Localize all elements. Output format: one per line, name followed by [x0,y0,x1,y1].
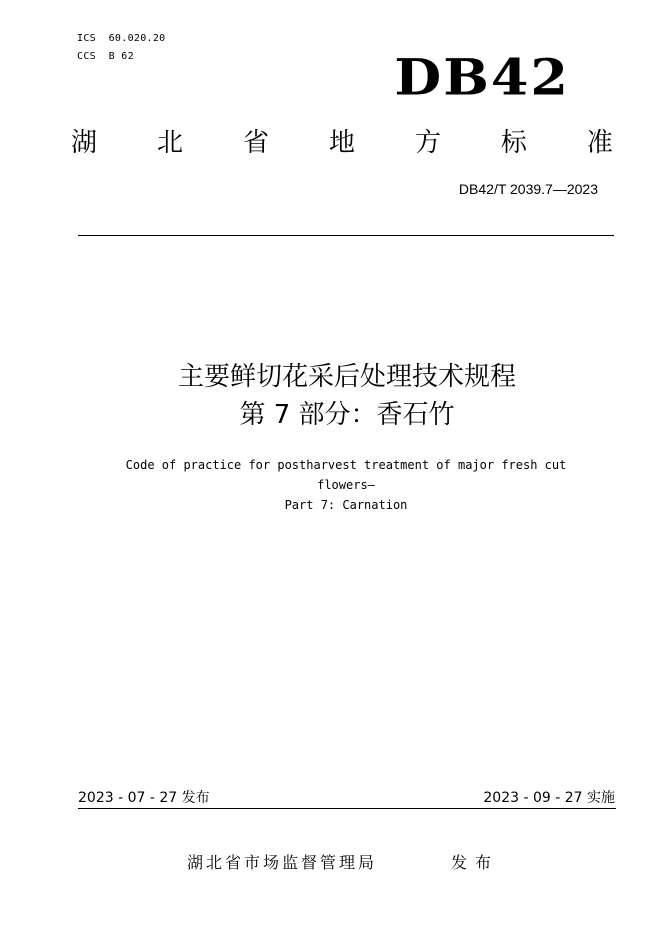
standard-type-char: 湖 [71,128,98,158]
title-cn-line2: 第 7 部分：香石竹 [239,400,455,430]
standard-type-char: 省 [242,128,269,158]
publisher: 湖北省市场监督管理局 [187,853,378,872]
standard-type-char: 北 [156,128,183,158]
title-en-line1: Code of practice for postharvest treatment of major fresh cut [125,458,567,472]
ics-code: ICS 60.020.20 [77,33,166,44]
issue-date: 2023 - 07 - 27 发布 [78,790,210,806]
standard-type-char: 准 [586,128,613,158]
standard-type-char: 标 [500,128,527,158]
standard-type-char: 地 [328,128,355,158]
title-en-line3: Part 7: Carnation [284,498,408,512]
standard-logo: DB42 [394,47,570,107]
standard-type-char: 方 [414,128,441,158]
implementation-date: 2023 - 09 - 27 实施 [483,790,615,806]
header-divider [78,235,614,236]
ccs-code: CCS B 62 [77,51,134,62]
title-en-line2: flowers— [317,478,375,492]
standard-number: DB42/T 2039.7—2023 [458,181,598,197]
publish-label: 发布 [451,853,500,872]
title-cn-line1: 主要鲜切花采后处理技术规程 [177,362,516,392]
standard-type [71,126,613,160]
footer-divider [78,808,616,809]
